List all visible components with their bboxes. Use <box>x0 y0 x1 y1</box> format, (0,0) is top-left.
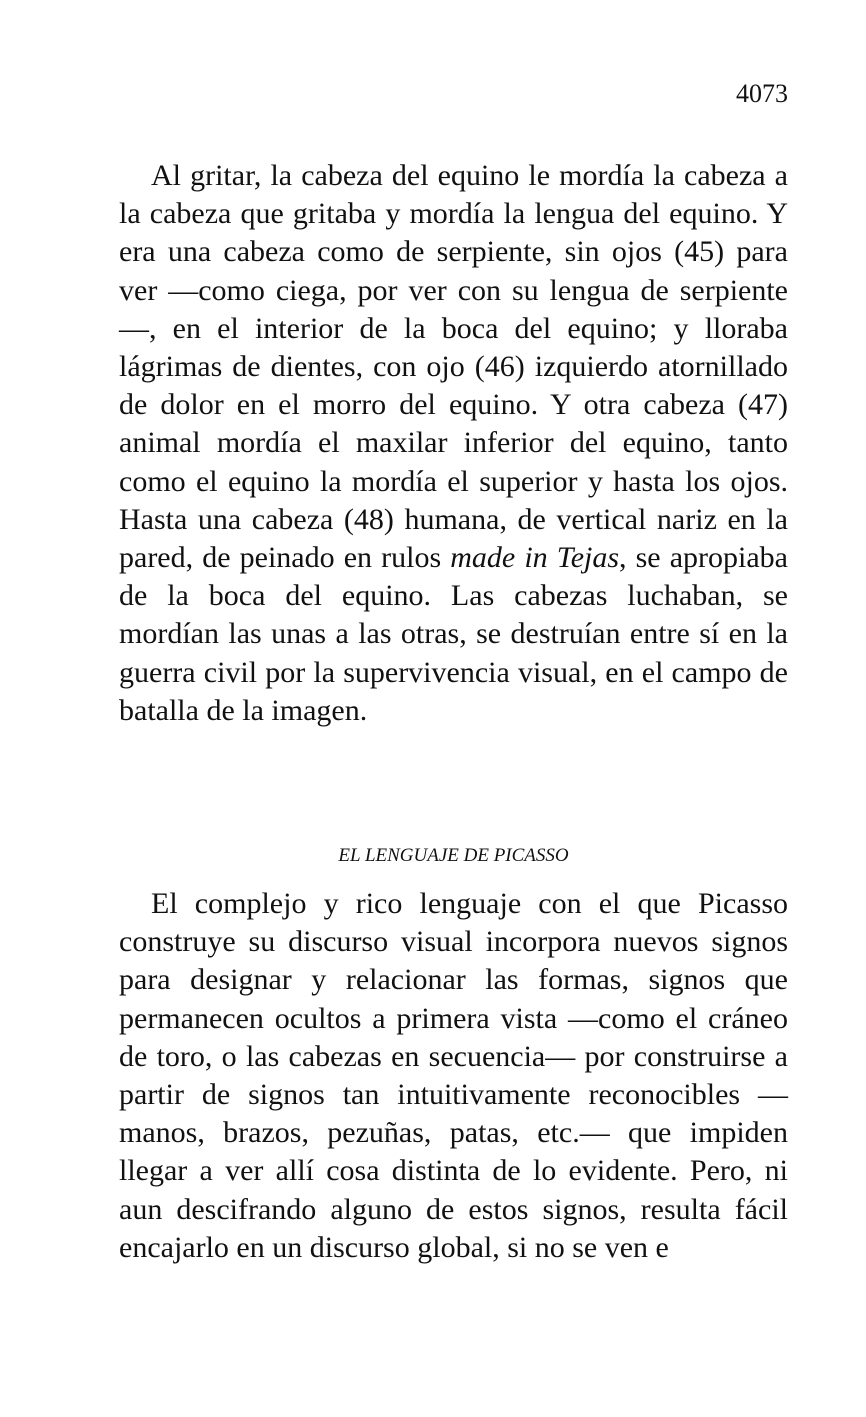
section-heading: EL LENGUAJE DE PICASSO <box>338 845 569 866</box>
paragraph-1-text-b: , se apropiaba de la boca del equino. Las cabezas luchaban, se mordían las unas a las otras, se destruían entre sí en la guerra civil por la supervivencia visual, en el campo de batalla de la imagen. <box>119 541 789 727</box>
paragraph-1-text-a: Al gritar, la cabeza del equino le mordía la cabeza a la cabeza que gritaba y mordía la lengua del equino. Y era una cabeza como de serpiente, sin ojos (45) para ver —como ciega, por ver con su lengua de serpiente—, en el interior de la boca del equino; y lloraba lágrimas de dientes, con ojo (46) izquierdo atornillado de dolor en el morro del equino. Y otra cabeza (47) animal mordía el maxilar inferior del equino, tanto como el equino la mordía el superior y hasta los ojos. Hasta una cabeza (48) humana, de vertical nariz en la pared, de peinado en rulos <box>119 159 788 575</box>
paragraph-1-italic-phrase: made in Tejas <box>450 541 620 575</box>
body-paragraph-2: El complejo y rico lenguaje con el que Picasso construye su discurso visual incorpora nuevos signos para designar y relacionar las formas, signos que permanecen ocultos a primera vista —como el cráneo de toro, o las cabezas en secuencia— por construirse a partir de signos tan intuitivamente reconocibles —manos, brazos, pezuñas, patas, etc.— que impiden llegar a ver allí cosa distinta de lo evidente. Pero, ni aun descifrando alguno de estos signos, resulta fácil encajarlo en un discurso global, si no se ven e <box>119 887 788 1264</box>
page-number: 4073 <box>736 79 788 108</box>
body-paragraph-1 <box>119 157 788 730</box>
